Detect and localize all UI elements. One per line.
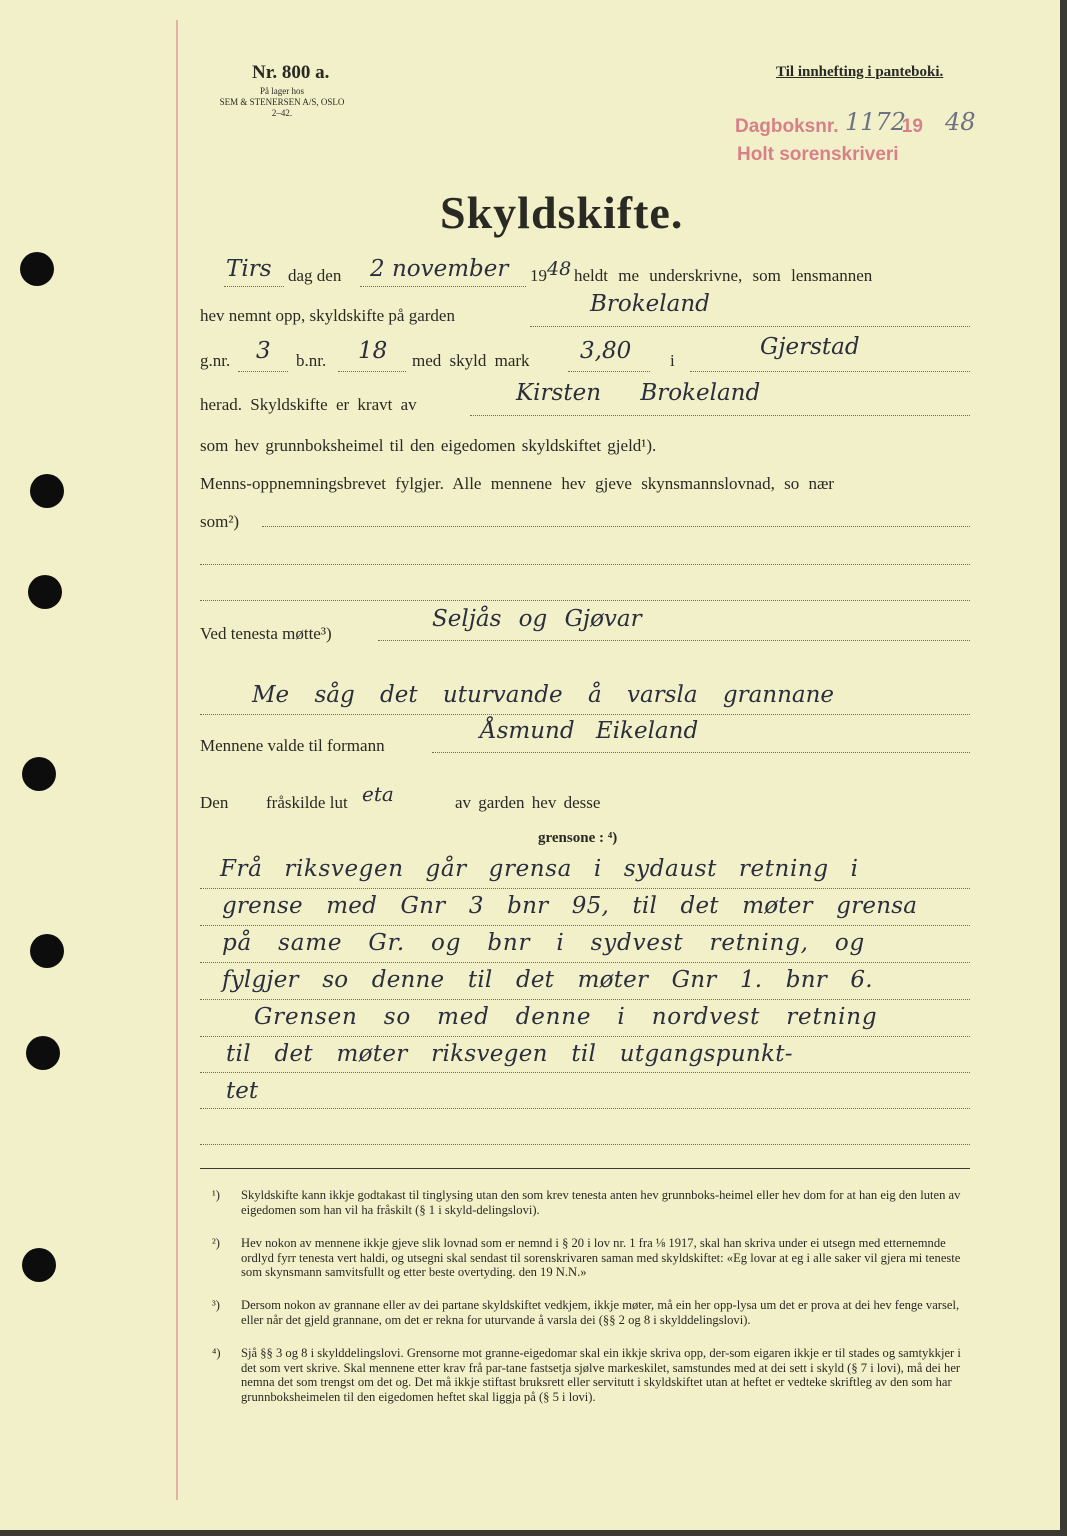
- fill-rule: [200, 1036, 970, 1037]
- text-line-7: som²): [200, 512, 240, 531]
- handwritten-gnr: 3: [256, 338, 271, 364]
- footnote-separator: [200, 1168, 970, 1169]
- handwritten-herad: Gjerstad: [760, 334, 860, 360]
- printer-line: 2–42.: [271, 108, 293, 118]
- stamp-handwritten-year: 48: [945, 108, 976, 136]
- fill-rule: [262, 526, 970, 527]
- grensone-heading: grensone : ⁴): [538, 830, 618, 846]
- footnote-mark: ¹): [212, 1188, 220, 1202]
- footnote-mark: ²): [212, 1236, 220, 1250]
- fill-rule: [432, 752, 970, 753]
- printer-line: SEM & STENERSEN A/S, OSLO: [219, 97, 345, 107]
- label-skyld-mark: med skyld mark: [412, 351, 530, 370]
- label-dag-den: dag den: [288, 266, 342, 285]
- form-line-requester: [200, 380, 970, 416]
- text-line-6: Menns-oppnemningsbrevet fylgjer. Alle mennene hev gjeve skynsmannslovnad, so nær: [200, 474, 834, 493]
- footnote: [212, 1298, 972, 1327]
- fill-rule: [200, 714, 970, 715]
- punch-hole: [30, 934, 64, 968]
- footnote-mark: ⁴): [212, 1346, 221, 1360]
- text-line-11: av garden hev desse: [455, 793, 601, 812]
- footnote: [212, 1346, 972, 1404]
- handwritten-mark: 3,80: [580, 338, 632, 364]
- handwritten-requester: Kirsten Brokeland: [516, 380, 761, 406]
- footnote-text: Hev nokon av mennene ikkje gjeve slik lovnad som er nemnd i § 20 i lov nr. 1 fra ⅛ 1917, skal han skriva under ei utsegn med etternemnde ordlyd fyrr tenesta vert haldi, og utsegni skal sendast til sorenskrivaren saman med skyldskiftet: «Eg lovar at eg i alle saker vil gjera mi teneste som skynsmann samvitsfullt og etter beste overtyding. den 19 N.N.»: [241, 1236, 961, 1280]
- text-line-5: som hev grunnboksheimel til den eigedomen skyldskiftet gjeld¹).: [200, 436, 657, 455]
- text-line-8: Ved tenesta møtte³): [200, 624, 332, 643]
- form-line-farm: [200, 291, 970, 327]
- punch-hole: [28, 575, 62, 609]
- text-line-4: herad. Skyldskifte er kravt av: [200, 395, 417, 414]
- punch-hole: [22, 757, 56, 791]
- stamp-label: Dagboksnr.: [735, 116, 839, 137]
- margin-rule: [176, 20, 178, 1500]
- punch-hole: [20, 252, 54, 286]
- punch-hole: [22, 1248, 56, 1282]
- fill-rule: [200, 564, 970, 565]
- fill-rule: [378, 640, 970, 641]
- stamp-office: Holt sorenskriveri: [737, 144, 899, 165]
- handwritten-chairman: Åsmund Eikeland: [480, 718, 699, 744]
- boundary-line: fylgjer so denne til det møter Gnr 1. bnr 6.: [222, 967, 873, 993]
- label-den: Den: [200, 793, 229, 812]
- footnote-text: Sjå §§ 3 og 8 i skylddelingslovi. Grensorne mot granne-eigedomar skal ein ikkje skriva opp, der-som eigaren ikkje er til stades og samtykkjer i det som vert skrive. Skal mennene etter krav frå par-tane fastsetja sjølve markeskilet, samstundes med at dei sett i skyld (§ 7 i lovi), må dei her nemna det som trengst om det og. Det må ikkje stiftast bruksrett eller servitutt i skyldskiftet utan at heftet er vedteke skriftleg av den som har grunnboksheimelen til den eigedomen heftet skal liggja på (§ 5 i lovi).: [241, 1346, 961, 1404]
- footnote-mark: ³): [212, 1298, 220, 1312]
- fill-rule: [200, 600, 970, 601]
- form-line-gnr: [200, 334, 970, 372]
- text-line-10: Mennene valde til formann: [200, 736, 385, 755]
- boundary-line: tet: [226, 1078, 259, 1104]
- header-note: Til innhefting i panteboki.: [776, 64, 944, 80]
- fill-rule: [200, 888, 970, 889]
- footnote-text: Dersom nokon av grannane eller av dei partane skyldskiftet vedkjem, ikkje møter, må ein her opp-lysa um det er prova at dei hev fenge varsel, eller når det gjeld grannane, om det er rekna for uturvande å varsla dei (§§ 2 og 8 i skylddelingslovi).: [241, 1298, 960, 1327]
- printer-imprint: [212, 86, 352, 119]
- text-line-2: hev nemnt opp, skyldskifte på garden: [200, 306, 455, 325]
- stamp-handwritten-number: 1172: [845, 108, 907, 136]
- fill-rule: [200, 1072, 970, 1073]
- label-i: i: [670, 351, 675, 370]
- handwritten-date: 2 november: [370, 256, 509, 282]
- fill-rule: [200, 962, 970, 963]
- form-number: Nr. 800 a.: [252, 62, 330, 83]
- text-line-1: heldt me underskrivne, som lensmannen: [574, 266, 873, 285]
- label-bnr: b.nr.: [296, 351, 327, 370]
- stamp-year-prefix: 19: [901, 116, 923, 137]
- label-gnr: g.nr.: [200, 351, 231, 370]
- boundary-line: til det møter riksvegen til utgangspunkt-: [226, 1041, 793, 1067]
- boundary-line: grense med Gnr 3 bnr 95, til det møter grensa: [222, 893, 918, 919]
- footnote: [212, 1236, 972, 1280]
- handwritten-year: 48: [547, 258, 572, 280]
- fill-rule: [200, 999, 970, 1000]
- footnote: [212, 1188, 972, 1217]
- handwritten-weekday: Tirs: [226, 256, 272, 282]
- punch-hole: [26, 1036, 60, 1070]
- handwritten-note: Me såg det uturvande å varsla grannane: [252, 682, 835, 708]
- punch-hole: [30, 474, 64, 508]
- printer-line: På lager hos: [260, 86, 304, 96]
- boundary-line: Frå riksvegen går grensa i sydaust retning i: [220, 856, 859, 882]
- footnote-text: Skyldskifte kann ikkje godtakast til tinglysing utan den som krev tenesta anten hev grunnboks-heimel eller hev dom for at han eig den luten av eigedomen som han vil ha fråskilt (§ 1 i skyld-delingslovi).: [241, 1188, 961, 1217]
- handwritten-attendees: Seljås og Gjøvar: [432, 606, 642, 632]
- handwritten-bnr: 18: [358, 338, 388, 364]
- fill-rule: [200, 1108, 970, 1109]
- fill-rule: [200, 925, 970, 926]
- label-fraskilde-lut: fråskilde lut: [266, 793, 348, 812]
- form-line-date: [200, 256, 970, 288]
- document-title: Skyldskifte.: [440, 187, 684, 238]
- fill-rule: [200, 1144, 970, 1145]
- boundary-line: Grensen so med denne i nordvest retning: [254, 1004, 878, 1030]
- handwritten-farm: Brokeland: [590, 291, 710, 317]
- handwritten-suffix: eta: [362, 782, 394, 806]
- boundary-line: på same Gr. og bnr i sydvest retning, og: [222, 930, 866, 956]
- label-year: 19: [530, 266, 547, 285]
